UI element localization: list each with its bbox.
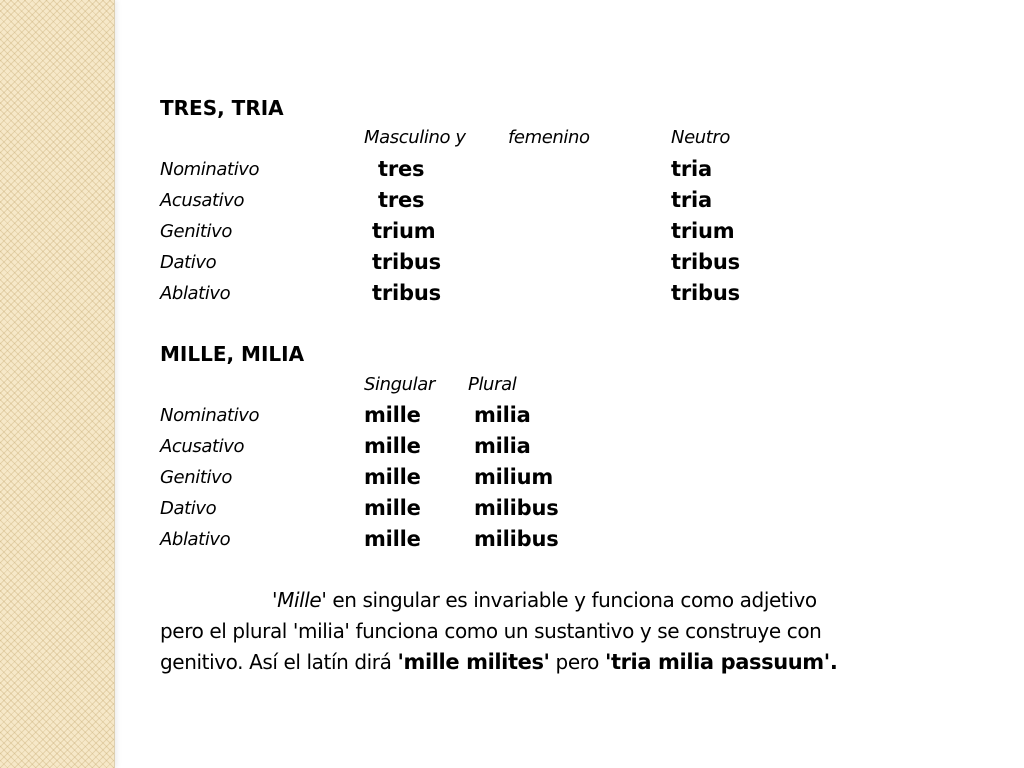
form-singular: mille (364, 465, 421, 489)
col-header-plural: Plural (468, 374, 517, 395)
case-label: Genitivo (160, 221, 232, 242)
case-label: Dativo (160, 252, 217, 273)
note-quote: ' (272, 588, 278, 612)
col-header-masculino: Masculino y (364, 127, 466, 148)
form-masc-fem: tres (378, 188, 425, 212)
form-plural: milium (474, 465, 554, 489)
case-label: Genitivo (160, 467, 232, 488)
form-masc-fem: tribus (372, 281, 441, 305)
form-plural: milibus (474, 527, 559, 551)
col-header-femenino: femenino (508, 127, 590, 148)
form-plural: milia (474, 403, 531, 427)
mille-milia-title: MILLE, MILIA (160, 342, 305, 366)
case-label: Acusativo (160, 436, 245, 457)
form-neuter: tribus (671, 281, 740, 305)
form-singular: mille (364, 496, 421, 520)
note-line-2: pero el plural 'milia' funciona como un sustantivo y se construye con (160, 619, 822, 643)
col-header-singular: Singular (364, 374, 435, 395)
case-label: Ablativo (160, 529, 231, 550)
case-label: Acusativo (160, 190, 245, 211)
note-line-1 (272, 590, 817, 610)
form-masc-fem: tribus (372, 250, 441, 274)
note-line-1-rest: ' en singular es invariable y funciona como adjetivo (321, 588, 817, 612)
form-masc-fem: tres (378, 157, 425, 181)
case-label: Nominativo (160, 159, 260, 180)
form-neuter: trium (671, 219, 735, 243)
case-label: Ablativo (160, 283, 231, 304)
case-label: Nominativo (160, 405, 260, 426)
form-neuter: tria (671, 188, 712, 212)
form-singular: mille (364, 434, 421, 458)
note-line-3-a: genitivo. Así el latín dirá (160, 650, 398, 674)
col-header-neutro: Neutro (671, 127, 731, 148)
note-mille-italic: Mille (277, 588, 322, 612)
note-line-3 (160, 652, 837, 673)
form-plural: milibus (474, 496, 559, 520)
note-line-3-c: pero (549, 650, 605, 674)
form-plural: milia (474, 434, 531, 458)
note-example-mille-milites: 'mille milites' (397, 650, 550, 674)
note-example-tria-milia: 'tria milia passuum'. (604, 650, 838, 674)
form-singular: mille (364, 403, 421, 427)
tres-tria-title: TRES, TRIA (160, 96, 284, 120)
form-neuter: tria (671, 157, 712, 181)
form-masc-fem: trium (372, 219, 436, 243)
form-singular: mille (364, 527, 421, 551)
form-neuter: tribus (671, 250, 740, 274)
case-label: Dativo (160, 498, 217, 519)
